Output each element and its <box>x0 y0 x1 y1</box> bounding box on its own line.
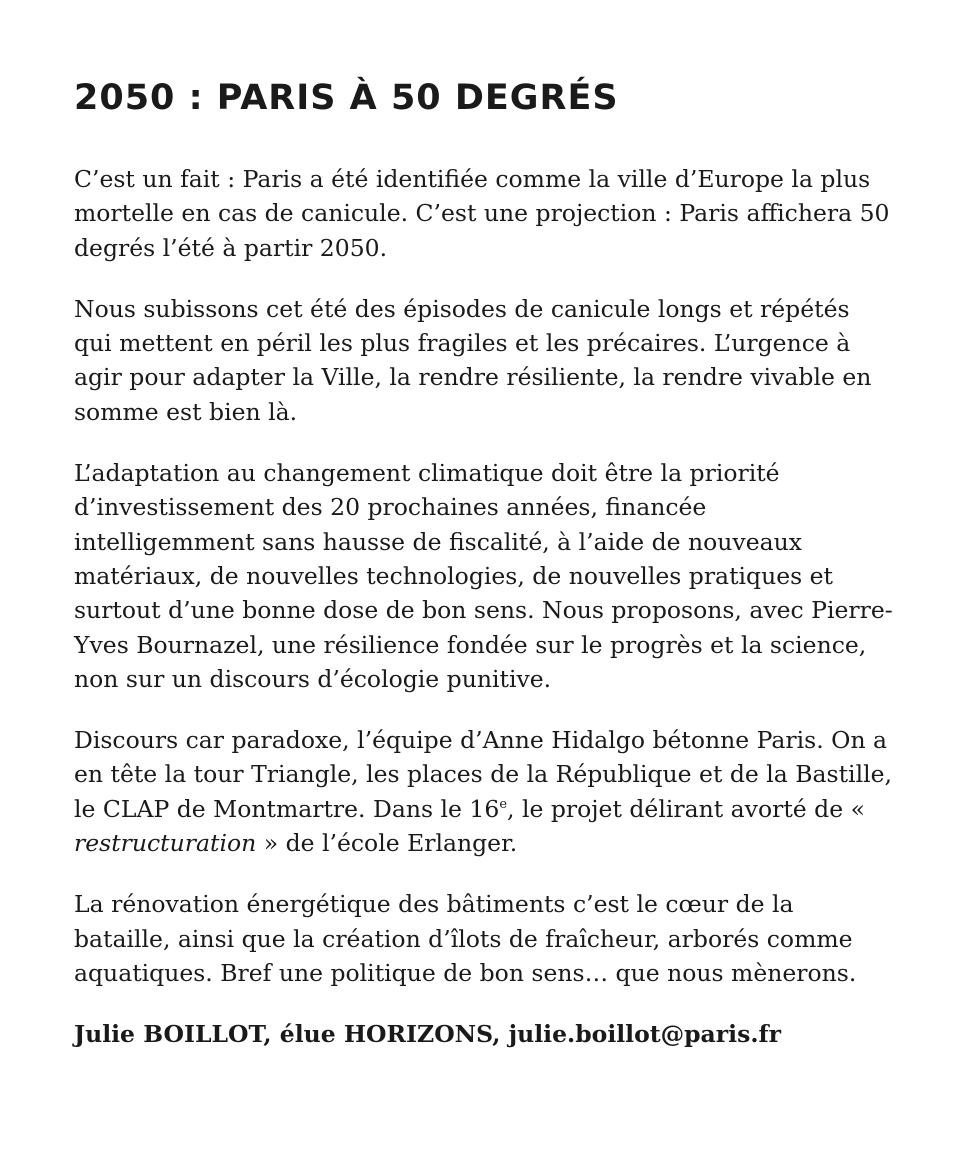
article-title: 2050 : PARIS À 50 DEGRÉS <box>74 78 619 118</box>
paragraph-discours-part-2: , le projet délirant avorté de « <box>507 794 865 823</box>
paragraph-intro: C’est un fait : Paris a été identifiée comme la ville d’Europe la plus mortelle en cas de canicule. C’est une projection : Paris affichera 50 degrés l’été à partir 2050. <box>74 165 890 262</box>
italic-restructuration: restructuration <box>74 829 257 858</box>
article <box>74 76 894 1051</box>
paragraph-canicule: Nous subissons cet été des épisodes de canicule longs et répétés qui mettent en péril les plus fragiles et les précaires. L’urgence à agir pour adapter la Ville, la rendre résiliente, la rendre vivable en somme est bien là. <box>74 294 872 426</box>
paragraph-renovation: La rénovation énergétique des bâtiments c’est le cœur de la bataille, ainsi que la création d’îlots de fraîcheur, arborés comme aquatiques. Bref une politique de bon sens… que nous mènerons. <box>74 890 857 987</box>
superscript-e: e <box>499 796 508 812</box>
paragraph-discours-part-3: » de l’école Erlanger. <box>256 829 518 858</box>
paragraph-discours <box>74 723 894 860</box>
paragraph-discours-part-1: Discours car paradoxe, l’équipe d’Anne Hidalgo bétonne Paris. On a en tête la tour Triangle, les places de la République et de la Bastille, le CLAP de Montmartre. Dans le 16 <box>74 726 892 823</box>
author-signature: Julie BOILLOT, élue HORIZONS, julie.boillot@paris.fr <box>74 1020 781 1049</box>
paragraph-adaptation: L’adaptation au changement climatique doit être la priorité d’investissement des 20 prochaines années, financée intelligemment sans hausse de fiscalité, à l’aide de nouveaux matériaux, de nouvelles technologies, de nouvelles pratiques et surtout d’une bonne dose de bon sens. Nous proposons, avec Pierre-Yves Bournazel, une résilience fondée sur le progrès et la science, non sur un discours d’écologie punitive. <box>74 459 893 693</box>
